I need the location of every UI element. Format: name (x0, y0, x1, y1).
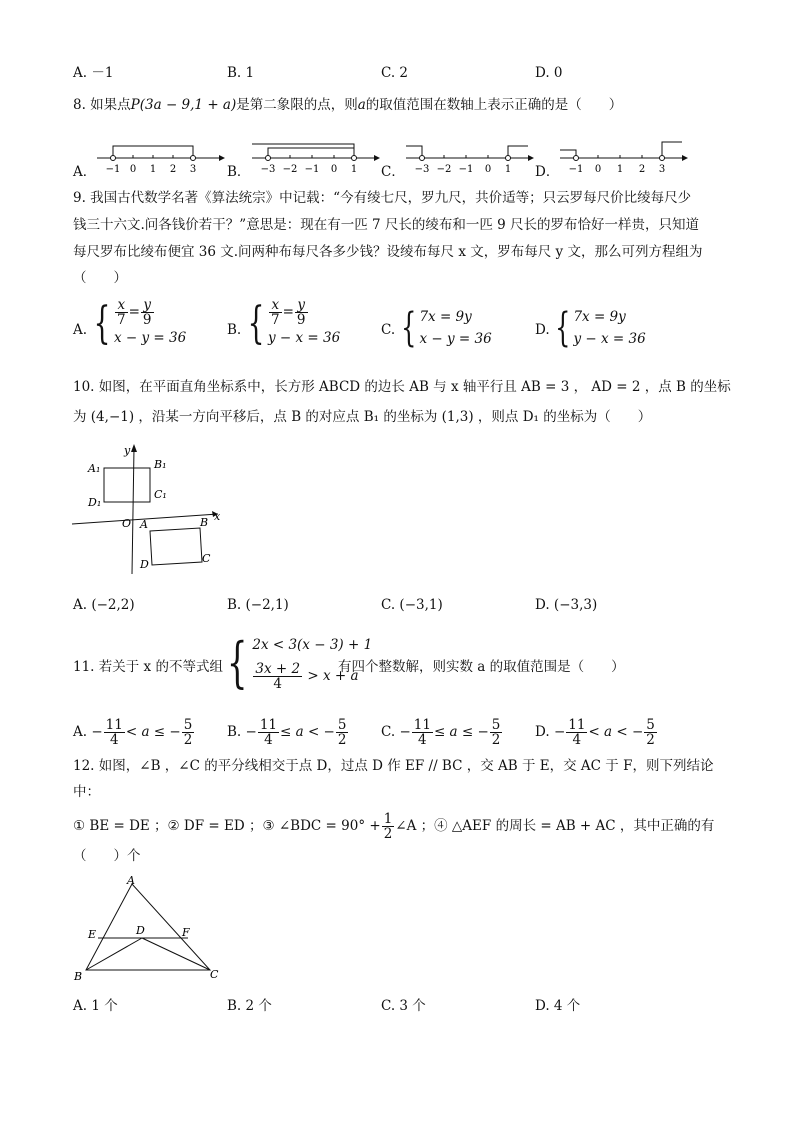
q8-c-tick-1: −2 (436, 164, 452, 175)
q8-a-tick-0: −1 (105, 164, 121, 175)
q8-text-end: 的取值范围在数轴上表示正确的是（ ） (365, 97, 623, 113)
q11-text-before: 11. 若关于 x 的不等式组 (73, 659, 223, 675)
q9-option-d-label: D. (535, 322, 550, 338)
q9-option-c-system: { 7x = 9y x − y = 36 (401, 305, 492, 351)
q12-label-b: B (74, 970, 83, 983)
q9-option-a-system: { $\frac{x}{7}$ = $\frac{y}{9}$ x − y = 36 (93, 297, 187, 349)
q7-option-d: D. 0 (535, 65, 563, 81)
q8-a-tick-4: 3 (189, 164, 197, 175)
q10-line-2: 为 (4,−1) ，沿某一方向平移后，点 B 的对应点 B₁ 的坐标为 (1,3) ，则点 D₁ 的坐标为（ ） (73, 409, 652, 425)
q12-triangle-figure (72, 872, 232, 987)
q11-option-a: A. − $\frac{11}{4}$ < a ≤ − $\frac{5}{2}$ (73, 717, 193, 748)
q12-label-e: E (88, 928, 97, 941)
q12-line-4: （ ）个 (73, 848, 141, 864)
q8-c-tick-2: −1 (458, 164, 474, 175)
q8-a-tick-1: 0 (129, 164, 137, 175)
q8-b-tick-4: 1 (350, 164, 358, 175)
q10-label-a1: A₁ (88, 462, 101, 475)
q10-label-c1: C₁ (154, 488, 167, 501)
q8-number-line-b (250, 138, 380, 178)
q10-line-1: 10. 如图，在平面直角坐标系中，长方形 ABCD 的边长 AB 与 x 轴平行且 AB = 3 ， AD = 2 ，点 B 的坐标 (73, 379, 731, 395)
q11-option-b: B. − $\frac{11}{4}$ ≤ a < − $\frac{5}{2}$ (227, 717, 347, 748)
q9-option-a-label: A. (73, 322, 88, 338)
q10-label-x: x (214, 510, 221, 523)
q8-a-tick-3: 2 (169, 164, 177, 175)
q8-c-tick-4: 1 (504, 164, 512, 175)
q11-option-c: C. − $\frac{11}{4}$ ≤ a ≤ − $\frac{5}{2}$ (381, 717, 501, 748)
q8-text-after: 是第二象限的点，则 (236, 97, 358, 113)
q12-label-a: A (127, 874, 135, 887)
q12-option-b: B. 2 个 (227, 998, 272, 1014)
q8-d-tick-1: 0 (594, 164, 602, 175)
q12-label-f: F (182, 926, 190, 939)
q8-number-line-d (558, 138, 688, 178)
q8-d-tick-3: 2 (638, 164, 646, 175)
q12-line-2: 中： (73, 784, 100, 800)
q10-option-c: C. (−3,1) (381, 597, 443, 613)
q10-label-b: B (200, 516, 209, 529)
q9-option-d-system: { 7x = 9y y − x = 36 (555, 305, 646, 351)
q12-option-c: C. 3 个 (381, 998, 426, 1014)
q12-option-d: D. 4 个 (535, 998, 581, 1014)
q12-option-a: A. 1 个 (73, 998, 118, 1014)
q11-inequality-system: { 2x < 3(x − 3) + 1 $\frac{3x + 2}{4}$ > x + a (226, 630, 373, 694)
q10-option-d: D. (−3,3) (535, 597, 598, 613)
q12-line-3: ① BE = DE ；② DF = ED ；③ ∠BDC = 90° + $\frac{1}{2}$ ∠A ；④ △AEF 的周长 = AB + AC ，其中正确的有 (73, 811, 715, 842)
q12-label-d: D (136, 924, 145, 937)
q8-b-tick-2: −1 (304, 164, 320, 175)
q10-label-d: D (140, 558, 149, 571)
q12-line-1: 12. 如图，∠B ，∠C 的平分线相交于点 D，过点 D 作 EF // BC ，交 AB 于 E，交 AC 于 F，则下列结论 (73, 758, 714, 774)
q10-label-o: O (122, 517, 132, 530)
q9-line-1: 9. 我国古代数学名著《算法统宗》中记载：“今有绫七尺，罗九尺，共价适等；只云罗每尺价比绫每尺少 (73, 190, 692, 206)
q12-label-c: C (210, 968, 219, 981)
q8-a-tick-2: 1 (149, 164, 157, 175)
q10-label-y: y (124, 444, 131, 457)
q8-text-before: 8. 如果点 (73, 97, 131, 113)
q8-d-tick-2: 1 (616, 164, 624, 175)
q9-option-b-label: B. (227, 322, 242, 338)
q8-b-tick-3: 0 (330, 164, 338, 175)
q8-b-tick-1: −2 (282, 164, 298, 175)
q8-var: a (357, 97, 366, 113)
q10-figure (70, 440, 230, 580)
q8-number-line-a (95, 138, 225, 178)
q9-line-2: 钱三十六文.问各钱价若干？”意思是：现在有一匹 7 尺长的绫布和一匹 9 尺长的罗布恰好一样贵，只知道 (73, 217, 700, 233)
q8-option-c-label: C． (381, 164, 405, 180)
q9-line-4: （ ） (73, 270, 127, 286)
q10-label-c: C (202, 552, 211, 565)
q8-d-tick-0: −1 (568, 164, 584, 175)
q8-number-line-c (404, 138, 534, 178)
q8-c-tick-3: 0 (484, 164, 492, 175)
q8-option-a-label: A． (73, 164, 97, 180)
q10-option-b: B. (−2,1) (227, 597, 289, 613)
q10-label-a: A (140, 518, 148, 531)
q7-option-c: C. 2 (381, 65, 409, 81)
q9-option-b-system: { $\frac{x}{7}$ = $\frac{y}{9}$ y − x = 36 (247, 297, 341, 349)
q7-option-b: B. 1 (227, 65, 255, 81)
q11-text-after: 有四个整数解，则实数 a 的取值范围是（ ） (338, 659, 625, 675)
q11-option-d: D. − $\frac{11}{4}$ < a < − $\frac{5}{2}$ (535, 717, 655, 748)
q8-d-tick-4: 3 (658, 164, 666, 175)
q8-question (73, 95, 622, 115)
q8-b-tick-0: −3 (260, 164, 276, 175)
q9-option-c-label: C. (381, 322, 396, 338)
q8-point: P(3a − 9,1 + a) (130, 97, 237, 113)
q8-option-b-label: B． (227, 164, 251, 180)
q7-option-a: A. －1 (73, 65, 114, 81)
q10-option-a: A. (−2,2) (73, 597, 135, 613)
q10-label-d1: D₁ (88, 496, 102, 509)
q10-label-b1: B₁ (154, 458, 167, 471)
q8-option-d-label: D． (535, 164, 560, 180)
q9-line-3: 每尺罗布比绫布便宜 36 文.问两种布每尺各多少钱？设绫布每尺 x 文，罗布每尺 y 文，那么可列方程组为 (73, 244, 703, 260)
q8-c-tick-0: −3 (414, 164, 430, 175)
